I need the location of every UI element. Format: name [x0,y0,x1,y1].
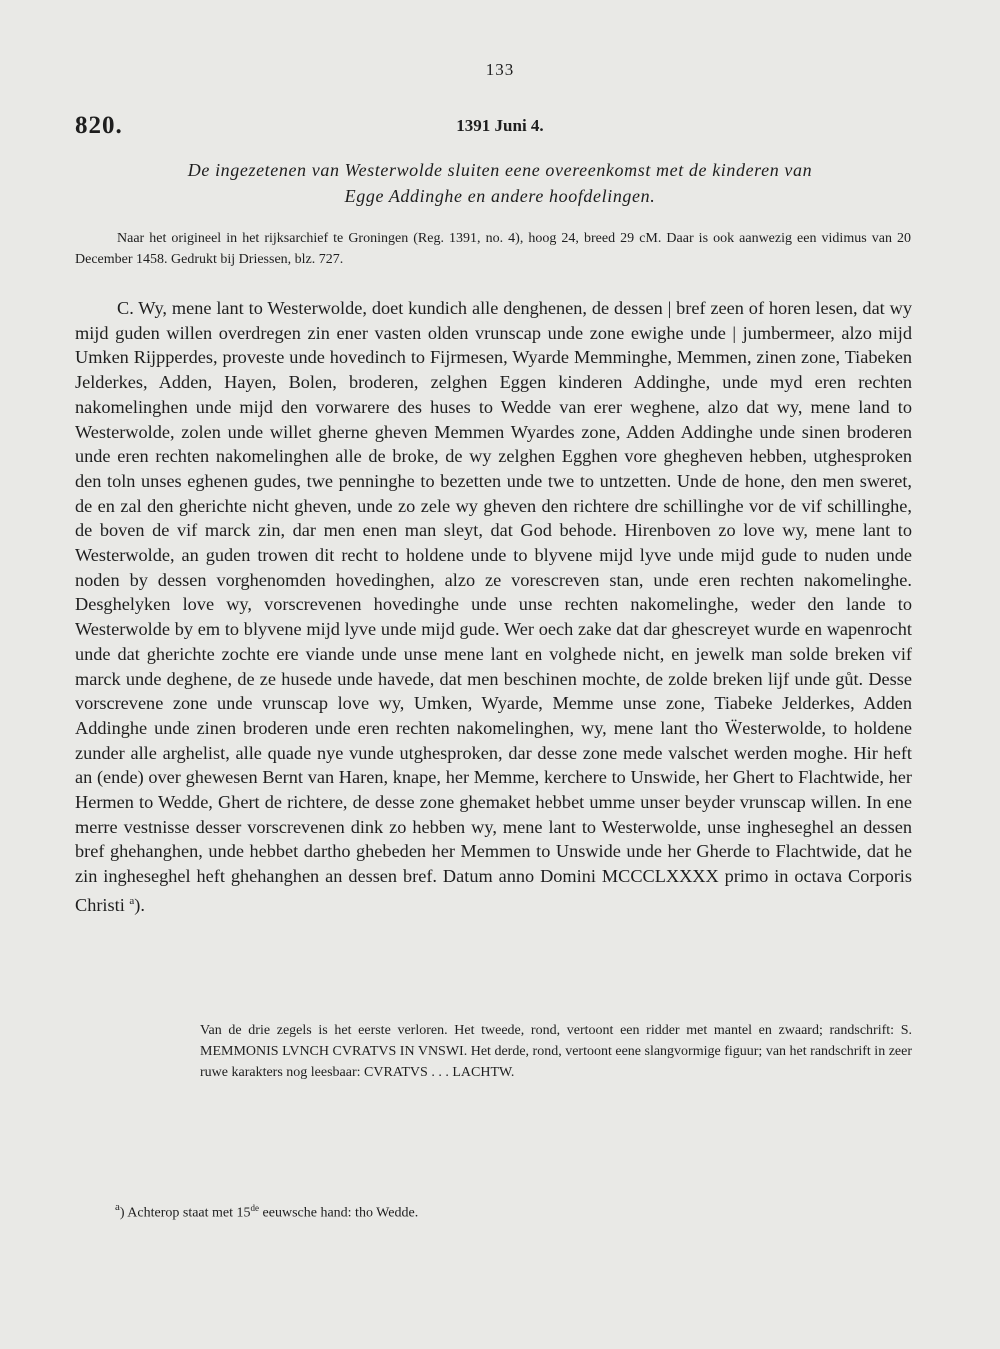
footnote-text-after: eeuwsche hand: tho Wedde. [259,1205,419,1221]
source-note: Naar het origineel in het rijksarchief te Groningen (Reg. 1391, no. 4), hoog 24, breed 29 cM. Daar is ook aanwezig een vidimus van 20 December 1458. Gedrukt bij Driessen, blz. 727. [75,231,911,267]
charter-summary [100,157,900,209]
charter-text [75,296,912,918]
footnote-mark-close: ) [119,1205,125,1221]
summary-line-1: De ingezetenen van Westerwolde sluiten eene overeenkomst met de kinderen van [187,160,813,180]
charter-text-end: ). [134,894,145,915]
summary-line-2: Egge Addinghe en andere hoofdelingen. [344,186,656,206]
page-number: 133 [485,60,515,79]
footnote-mark: a [115,1201,120,1213]
footnote-superscript: de [250,1203,260,1213]
footnote [115,1198,895,1224]
charter-date: 1391 Juni 4. [456,116,544,135]
charter-text-body: C. Wy, mene lant to Westerwolde, doet kundich alle denghenen, de dessen | bref zeen of horen lesen, dat wy mijd guden willen overdregen zin ener vasten olden vrunscap unde zone ewighe unde | jumbermeer, alzo mijd Umken Rijpperdes, proveste unde hovedinch to Fijrmesen, Wyarde Memminghe, Memmen, zinen zone, Tiabeken Jelderkes, Adden, Hayen, Bolen, broderen, zelghen Eggen kinderen Addinghe, unde myd eren rechten nakomelinghen unde mijd den vorwarere des huses to Wedde van erer weghene, alzo dat wy, mene land to Westerwolde, zolen unde willet gherne gheven Memmen Wyardes zone, Adden Addinghe unde sinen broderen unde eren rechten nakomelinghen alle de broke, de wy zelghen Egghen vore ghegheven hebben, utghesproken den toln unses eghenen gudes, twe penninghe to bezetten unde twe to untzetten. Unde de hone, den men sweret, de en zal den gherichte nicht gheven, unde zo zele wy gheven den richtere dre schillinghe vor de vif schillinghe, de boven de vif marck zin, dar men enen man sleyt, dat God behode. Hirenboven zo love wy, mene lant to Westerwolde, an guden trowen dit recht to holdene unde to blyvene mijd lyve unde mijd gude to nuden unde noden by dessen vorghenomden hovedinghen, alzo ze vorescreven stan, unde eren rechten nakomelinghe. Desghelyken love wy, vorscrevenen hovedinghe unde unse rechten nakomelinghe, weder den lande to Westerwolde by em to blyvene mijd lyve unde mijd gude. Wer oech zake dat dar ghescreyet wurde en wapenrocht unde dat gherichte zochte ere viande unde unse mene lant en volghede nicht, en jewelk man solde breken vif marck unde deghene, de ze husede unde havede, dat men beschinen mochte, de zolde breken lijf unde gůt. Desse vorscrevene zone unde vrunscap love wy, Umken, Wyarde, Memme unse zone, Tiabeke Jelderkes, Adden Addinghe unde zinen broderen unde eren rechten nakomelinghen, wy, mene lant tho Ẅesterwolde, to holdene zunder alle arghelist, alle quade nye vunde utghesproken, dar desse zone mede valschet werden moghe. Hir heft an (ende) over ghewesen Bernt van Haren, knape, her Memme, kerchere to Unswide, her Ghert to Flachtwide, her Hermen to Wedde, Ghert de richtere, de desse zone ghemaket hebbet umme unser beyder vrunscap willen. In ene merre vestnisse desser vorscrevenen dink zo hebben wy, mene lant to Westerwolde, unse ingheseghel an dessen bref ghehanghen, unde hebbet dartho ghebeden her Memmen to Unswide unde her Gherde to Flachtwide, dat he zin ingheseghel heft ghehanghen an dessen bref. Datum anno Domini MCCCLXXXX primo in octava Corporis Christi [75,298,912,915]
footnote-reference: a [129,894,135,907]
seal-description: Van de drie zegels is het eerste verloren. Het tweede, rond, vertoont een ridder met mantel en zwaard; randschrift: S. MEMMONIS LVNCH CVRATVS IN VNSWI. Het derde, rond, vertoont eene slangvormige figuur; van het randschrift in zeer ruwe karakters nog leesbaar: CVRATVS . . . LACHTW. [200,1023,912,1080]
footnote-text-before: Achterop staat met 15 [124,1205,251,1221]
charter-number: 820. [75,112,123,139]
